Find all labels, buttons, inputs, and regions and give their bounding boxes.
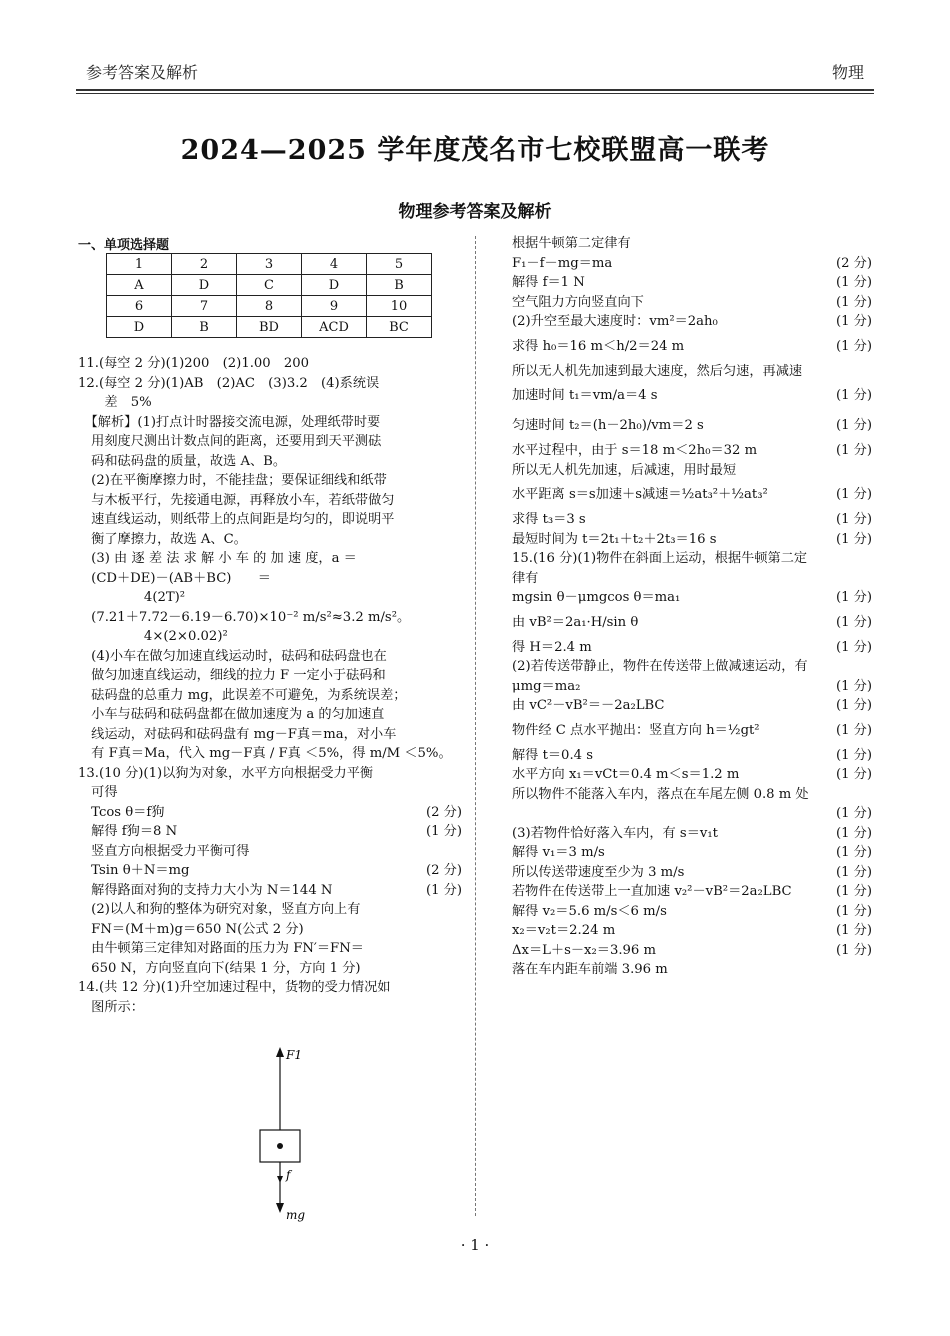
line-text: 12.(每空 2 分)(1)AB (2)AC (3)3.2 (4)系统误 [78,375,380,391]
text-line [78,510,462,530]
right-column [512,234,872,980]
line-text: 【解析】(1)打点计时器接交流电源，处理纸带时要 [78,414,381,430]
line-text: 水平方向 x₁＝vCt＝0.4 m＜s＝1.2 m [512,767,740,782]
table-cell: 7 [172,296,237,317]
text-line [512,411,872,441]
score-points: (1 分) [835,614,872,630]
table-row [107,254,432,275]
line-text: 4×(2×0.02)² [78,629,228,644]
text-line [78,627,462,647]
text-line [78,939,462,959]
text-line [512,941,872,961]
text-line [78,666,462,686]
line-text: (3)若物件恰好落入车内，有 s＝v₁t [512,825,718,841]
text-line [78,783,462,803]
text-line [512,765,872,785]
text-line [512,234,872,254]
text-line [78,822,462,842]
score-points: (1 分) [835,275,872,290]
text-line [512,677,872,697]
table-cell: BD [237,317,302,338]
score-points: (1 分) [835,338,872,354]
line-text: 15.(16 分)(1)物件在斜面上运动，根据牛顿第二定 [512,551,808,566]
line-text: 由 vB²＝2a₁·H/sin θ [512,614,639,630]
line-text: 匀速时间 t₂＝(h－2h₀)/vm＝2 s [512,418,704,433]
line-text: 求得 h₀＝16 m＜h/2＝24 m [512,338,685,354]
line-text: 所以物件不能落入车内，落点在车尾左侧 0.8 m 处 [512,786,809,802]
score-points: (1 分) [835,512,872,527]
page-number: · 1 · [460,1236,490,1254]
score-points: (1 分) [835,487,872,502]
text-line [512,785,872,805]
line-text: 线运动，对砝码和砝码盘有 mg－F真＝ma，对小车 [78,726,397,742]
table-cell: A [107,275,172,296]
text-line [78,861,462,881]
text-line [512,549,872,569]
text-line [512,588,872,608]
line-text: 水平距离 s＝s加速＋s减速＝½at₃²＋½at₃² [512,487,768,502]
force-diagram [250,1045,330,1225]
text-line [78,705,462,725]
text-line [512,461,872,481]
score-points: (1 分) [835,767,872,782]
line-text: 解得 f＝1 N [512,275,585,290]
table-row [107,317,432,338]
line-text: μmg＝ma₂ [512,678,581,694]
score-points: (1 分) [835,806,872,821]
line-text: 水平过程中，由于 s＝18 m＜2h₀＝32 m [512,443,758,458]
table-cell: 6 [107,296,172,317]
text-line [512,362,872,382]
text-line [512,254,872,274]
line-text: 得 H＝2.4 m [512,639,592,655]
force-label-F1: F1 [286,1048,302,1062]
line-text: (4)小车在做匀加速直线运动时，砝码和砝码盘也在 [78,648,387,664]
text-line [512,569,872,589]
table-cell: 10 [367,296,432,317]
table-cell: BC [367,317,432,338]
text-line [512,381,872,411]
header-right: 物理 [831,63,864,82]
text-line [512,746,872,766]
header-rule-thin [76,93,874,94]
line-text: 砝码盘的总重力 mg，此误差不可避免，为系统误差； [78,687,407,703]
score-points: (1 分) [835,418,872,433]
line-text: 图所示： [78,999,144,1015]
line-text: 与木板平行，先接通电源，再释放小车，若纸带做匀 [78,492,395,508]
text-line [512,921,872,941]
score-points: (1 分) [835,722,872,738]
line-text: 由牛顿第三定律知对路面的压力为 FN′＝FN＝ [78,941,364,956]
text-line [512,843,872,863]
text-line [78,842,462,862]
score-points: (1 分) [835,825,872,841]
text-line [78,998,462,1018]
table-cell: B [367,275,432,296]
line-text: 空气阻力方向竖直向下 [512,294,644,310]
text-line [512,441,872,461]
table-cell: 2 [172,254,237,275]
line-text: (2)升空至最大速度时：vm²＝2ah₀ [512,314,718,329]
line-text: 做匀加速直线运动，细线的拉力 F 一定小于砝码和 [78,668,386,683]
force-label-mg: mg [286,1208,306,1222]
table-cell: 5 [367,254,432,275]
left-column [78,354,462,1017]
text-line [512,638,872,658]
text-line [78,549,462,569]
line-text: (2)在平衡摩擦力时，不能挂盘；要保证细线和纸带 [78,473,387,488]
score-points: (1 分) [835,747,872,763]
text-line [78,686,462,706]
table-cell: 4 [302,254,367,275]
text-line [78,413,462,433]
line-text: 解得 v₁＝3 m/s [512,845,605,860]
text-line [512,510,872,530]
text-line [78,881,462,901]
text-line [78,354,462,374]
line-text: Tcos θ＝f狗 [78,804,165,820]
text-line [78,647,462,667]
line-text: 所以无人机先加速到最大速度，然后匀速，再减速 [512,363,803,379]
line-text: 根据牛顿第二定律有 [512,236,631,251]
text-line [78,432,462,452]
text-line [78,900,462,920]
line-text: 加速时间 t₁＝vm/a＝4 s [512,388,658,403]
table-cell: ACD [302,317,367,338]
line-text: FN＝(M＋m)g＝650 N(公式 2 分) [78,921,304,937]
column-divider [475,236,476,1216]
answer-table [106,253,432,338]
score-points: (1 分) [835,942,872,958]
line-text: 竖直方向根据受力平衡可得 [78,843,250,859]
text-line [512,804,872,824]
text-line [78,374,462,394]
score-points: (1 分) [835,678,872,694]
table-cell: C [237,275,302,296]
section-heading: 一、单项选择题 [78,238,170,253]
header-rule [76,89,874,91]
text-line [78,491,462,511]
line-text: 落在车内距车前端 3.96 m [512,962,668,977]
score-points: (1 分) [835,698,872,713]
header-left: 参考答案及解析 [86,63,199,82]
text-line [512,608,872,638]
line-text: 速直线运动，则纸带上的点间距是均匀的，即说明平 [78,512,395,527]
line-text: 最短时间为 t＝2t₁＋t₂＋2t₃＝16 s [512,531,717,547]
score-points: (1 分) [835,531,872,547]
text-line [512,273,872,293]
line-text: 解得 v₂＝5.6 m/s＜6 m/s [512,903,667,919]
score-points: (1 分) [835,903,872,919]
score-points: (1 分) [835,639,872,655]
text-line [512,657,872,677]
line-text: 解得 t＝0.4 s [512,747,593,763]
text-line [78,393,462,413]
line-text: 11.(每空 2 分)(1)200 (2)1.00 200 [78,356,310,371]
text-line [78,588,462,608]
line-text: 可得 [78,785,118,800]
line-text: (CD＋DE)－(AB＋BC) ＝ [78,570,271,586]
line-text: 所以无人机先加速，后减速，用时最短 [512,462,737,478]
text-line [512,530,872,550]
text-line [78,530,462,550]
line-text: (2)以人和狗的整体为研究对象，竖直方向上有 [78,902,361,917]
text-line [78,803,462,823]
line-text: 14.(共 12 分)(1)升空加速过程中，货物的受力情况如 [78,980,391,995]
line-text: x₂＝v₂t＝2.24 m [512,923,616,938]
score-points: (2 分) [425,863,462,878]
line-text: 若物件在传送带上一直加速 v₂²－vB²＝2a₂LBC [512,884,792,899]
table-cell: B [172,317,237,338]
score-points: (1 分) [835,845,872,860]
line-text: 所以传送带速度至少为 3 m/s [512,864,685,880]
score-points: (2 分) [425,804,462,820]
line-text: 衡了摩擦力，故选 A、C。 [78,531,247,547]
line-text: 求得 t₃＝3 s [512,512,586,527]
line-text: 650 N，方向竖直向下(结果 1 分，方向 1 分) [78,960,361,976]
text-line [78,764,462,784]
score-points: (1 分) [835,590,872,605]
text-line [78,452,462,472]
text-line [512,696,872,716]
text-line [78,744,462,764]
text-line [512,863,872,883]
score-points: (2 分) [835,255,872,271]
table-cell: 9 [302,296,367,317]
text-line [78,608,462,628]
line-text: 解得路面对狗的支持力大小为 N＝144 N [78,882,333,898]
line-text: 4(2T)² [78,590,186,605]
score-points: (1 分) [835,923,872,938]
text-line [512,312,872,332]
table-cell: D [107,317,172,338]
line-text: (3) 由 逐 差 法 求 解 小 车 的 加 速 度，a ＝ [78,551,357,566]
table-row [107,296,432,317]
line-text: (7.21＋7.72－6.19－6.70)×10⁻² m/s²≈3.2 m/s²。 [78,609,411,625]
line-text: 由 vC²－vB²＝－2a₂LBC [512,698,665,713]
text-line [78,978,462,998]
page-title: 2024—2025 学年度茂名市七校联盟高一联考 [180,135,770,166]
score-points: (1 分) [835,388,872,403]
score-points: (1 分) [425,824,462,839]
line-text: Tsin θ＋N＝mg [78,863,190,878]
page-subtitle: 物理参考答案及解析 [398,202,552,222]
score-points: (1 分) [835,443,872,458]
line-text: (2)若传送带静止，物件在传送带上做减速运动，有 [512,659,808,674]
text-line [78,920,462,940]
line-text: 码和砝码盘的质量，故选 A、B。 [78,453,287,469]
score-points: (1 分) [835,294,872,310]
text-line [78,959,462,979]
line-text: 小车与砝码和砝码盘都在做加速度为 a 的匀加速直 [78,707,385,722]
text-line [512,716,872,746]
text-line [512,293,872,313]
line-text: 有 F真＝Ma，代入 mg－F真 / F真 ＜5%，得 m/M ＜5%。 [78,746,452,761]
table-cell: 3 [237,254,302,275]
text-line [512,882,872,902]
line-text: 解得 f狗＝8 N [78,824,178,839]
table-cell: D [172,275,237,296]
text-line [78,569,462,589]
text-line [78,725,462,745]
line-text: 用刻度尺测出计数点间的距离，还要用到天平测砝 [78,434,382,449]
force-label-f: f [286,1168,291,1182]
table-cell: 1 [107,254,172,275]
text-line [512,902,872,922]
score-points: (1 分) [835,864,872,880]
line-text: 律有 [512,570,539,586]
line-text: 差 5% [78,395,152,410]
line-text: 物件经 C 点水平抛出：竖直方向 h＝½gt² [512,722,760,738]
text-line [512,332,872,362]
score-points: (1 分) [835,314,872,329]
score-points: (1 分) [425,882,462,898]
line-text: Δx＝L＋s－x₂＝3.96 m [512,942,657,958]
line-text: mgsin θ－μmgcos θ＝ma₁ [512,590,681,605]
score-points: (1 分) [835,884,872,899]
table-cell: 8 [237,296,302,317]
text-line [512,960,872,980]
line-text: F₁－f－mg＝ma [512,255,613,271]
line-text: 13.(10 分)(1)以狗为对象，水平方向根据受力平衡 [78,765,374,781]
text-line [78,471,462,491]
text-line [512,480,872,510]
table-cell: D [302,275,367,296]
table-row [107,275,432,296]
text-line [512,824,872,844]
